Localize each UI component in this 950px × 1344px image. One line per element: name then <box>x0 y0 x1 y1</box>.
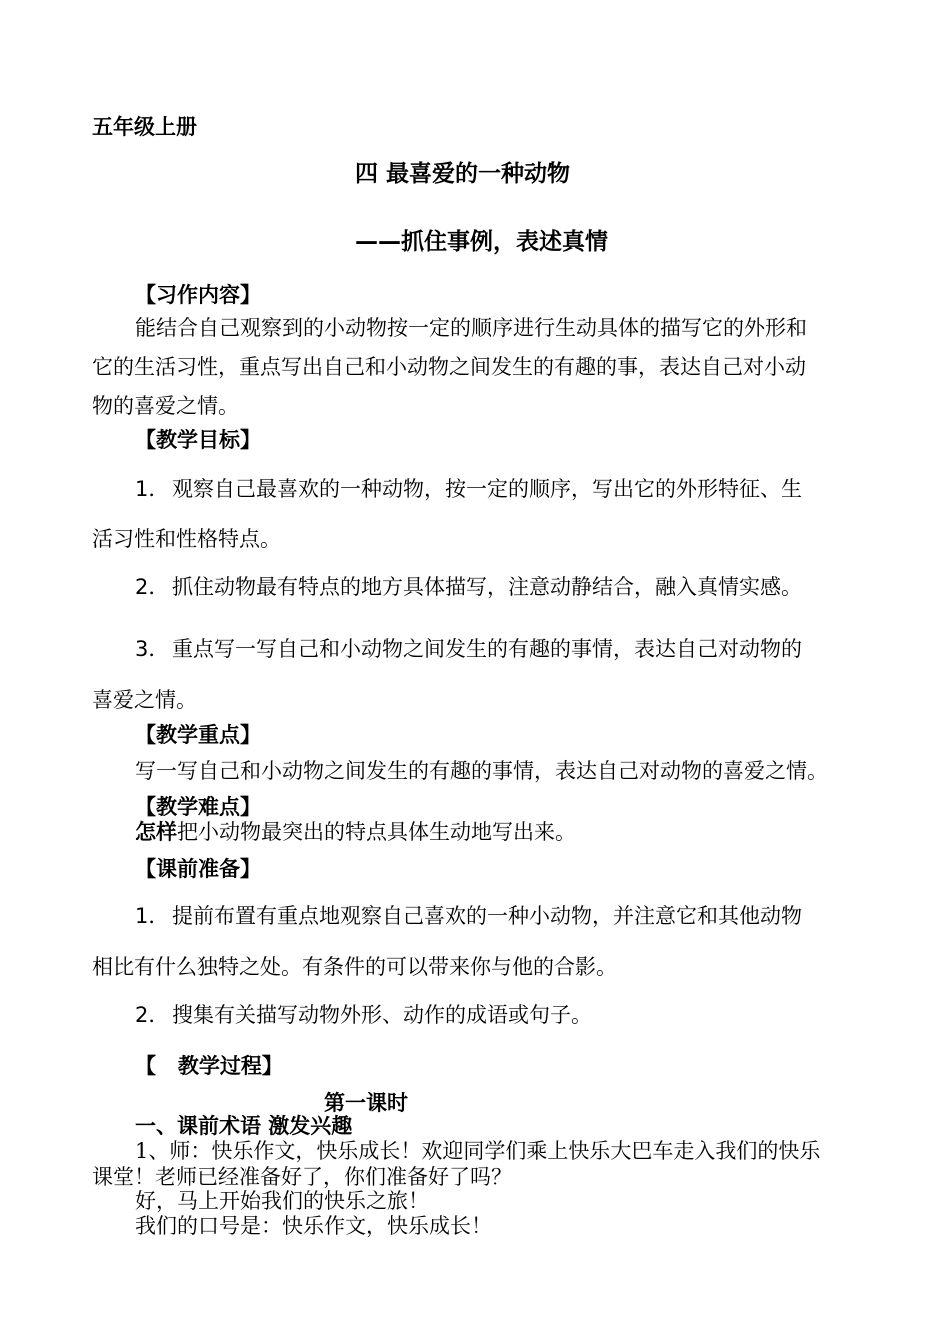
difficulty-heading: 【教学难点】 <box>135 795 261 819</box>
difficulty-lead: 怎样 <box>135 820 177 844</box>
goal-text: 重点写一写自己和小动物之间发生的有趣的事情，表达自己对动物的 <box>172 637 802 661</box>
content-line: 能结合自己观察到的小动物按一定的顺序进行生动具体的描写它的外形和 <box>135 316 807 340</box>
prep-number: 2． <box>135 1003 170 1027</box>
process-heading: 【 教学过程】 <box>135 1054 283 1078</box>
process-line: 好，马上开始我们的快乐之旅！ <box>135 1189 429 1213</box>
content-line: 物的喜爱之情。 <box>92 394 239 418</box>
focus-heading: 【教学重点】 <box>135 723 261 747</box>
goal-text: 观察自己最喜欢的一种动物，按一定的顺序，写出它的外形特征、生 <box>172 477 802 501</box>
content-line: 它的生活习性，重点写出自己和小动物之间发生的有趣的事，表达自己对小动 <box>92 355 806 379</box>
focus-text: 写一写自己和小动物之间发生的有趣的事情，表达自己对动物的喜爱之情。 <box>135 759 828 783</box>
prep-number: 1． <box>135 904 170 928</box>
process-line: 1、师：快乐作文，快乐成长！欢迎同学们乘上快乐大巴车走入我们的快乐 <box>135 1139 821 1163</box>
subtitle: ——抓住事例，表述真情 <box>355 229 608 255</box>
section-title: 一、课前术语 激发兴趣 <box>135 1114 353 1138</box>
goal-number: 3． <box>135 637 170 661</box>
goal-text: 喜爱之情。 <box>92 688 197 712</box>
prep-heading: 【课前准备】 <box>135 857 261 881</box>
goal-text: 活习性和性格特点。 <box>92 527 281 551</box>
process-line: 我们的口号是：快乐作文，快乐成长！ <box>135 1214 492 1238</box>
goal-text: 抓住动物最有特点的地方具体描写，注意动静结合，融入真情实感。 <box>172 575 802 599</box>
goal-number: 1． <box>135 477 170 501</box>
content-heading: 【习作内容】 <box>135 283 261 307</box>
prep-text: 相比有什么独特之处。有条件的可以带来你与他的合影。 <box>92 955 617 979</box>
difficulty-text: 把小动物最突出的特点具体生动地写出来。 <box>177 820 576 844</box>
goals-heading: 【教学目标】 <box>135 428 261 452</box>
lesson-title: 第一课时 <box>324 1091 408 1115</box>
goal-number: 2． <box>135 575 170 599</box>
prep-text: 提前布置有重点地观察自己喜欢的一种小动物，并注意它和其他动物 <box>172 904 802 928</box>
grade-label: 五年级上册 <box>92 115 197 139</box>
process-line: 课堂！老师已经准备好了，你们准备好了吗？ <box>92 1165 512 1189</box>
unit-title: 四 最喜爱的一种动物 <box>355 161 571 187</box>
prep-text: 搜集有关描写动物外形、动作的成语或句子。 <box>172 1003 592 1027</box>
